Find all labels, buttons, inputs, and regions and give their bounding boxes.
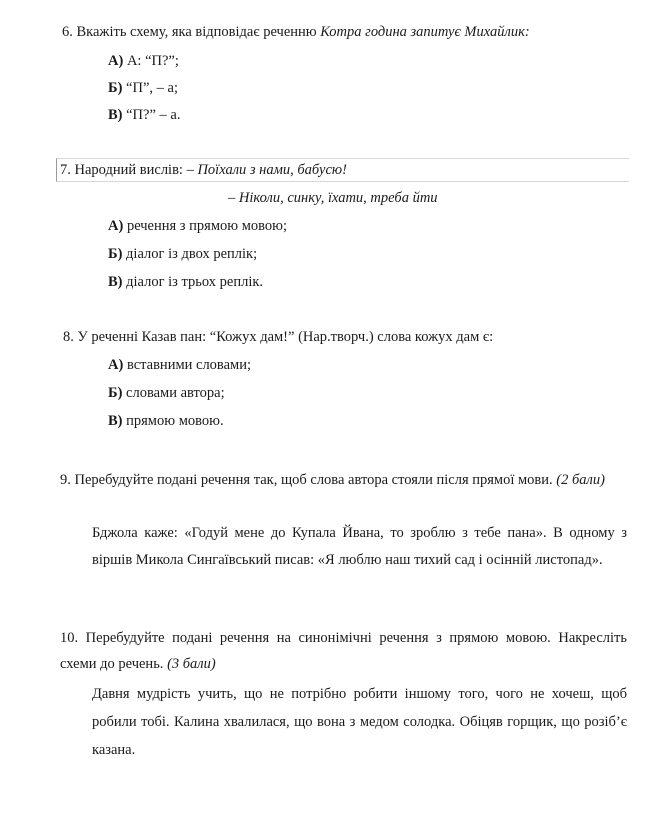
q7-lead: 7. Народний вислів: [60, 162, 187, 178]
q9-lead: 9. Перебудуйте подані речення так, щоб слова автора стояли після прямої мови. [60, 472, 557, 488]
q6-option-c-letter: В) [108, 107, 123, 123]
q8-prompt: 8. У реченні Казав пан: “Кожух дам!” (Нар.творч.) слова кожух дам є: [63, 329, 494, 345]
q8-option-b-text: словами автора; [122, 385, 225, 401]
q10-prompt [60, 625, 627, 677]
q10-points: (3 бали) [167, 656, 216, 672]
q7-option-a-letter: А) [108, 218, 124, 234]
q7-option-c-text: діалог із трьох реплік. [122, 274, 264, 290]
q7-line2: – Ніколи, синку, їхати, треба йти [228, 190, 438, 206]
q6-option-a-text: А: “П?”; [123, 53, 179, 69]
q8-option-b [108, 385, 225, 402]
q6-option-c [108, 107, 180, 124]
q7-option-c [108, 274, 263, 291]
q9-body: Бджола каже: «Годуй мене до Купала Йвана, то зроблю з тебе пана». В одному з віршів Микола Сингаївський писав: «Я люблю наш тихий сад і осінній листопад». [92, 525, 627, 568]
q8-option-c [108, 413, 224, 430]
q8-option-c-text: прямою мовою. [122, 413, 224, 429]
q9-prompt [60, 467, 627, 494]
q7-line1: – Поїхали з нами, бабусю! [186, 162, 347, 178]
q7-option-b-text: діалог із двох реплік; [122, 246, 258, 262]
q6-option-b-letter: Б) [108, 80, 123, 96]
q7-option-b [108, 246, 257, 263]
q6-option-a-letter: А) [108, 53, 124, 69]
q6-option-b [108, 80, 178, 97]
q10-lead: 10. Перебудуйте подані речення на синонімічні речення з прямою мовою. Накресліть схеми до речень. [60, 630, 627, 672]
q6-option-b-text: “П”, – а; [122, 80, 178, 96]
q6-prompt [62, 24, 530, 41]
q7-prompt [60, 162, 347, 179]
q6-quote: Котра година запитує Михайлик: [320, 24, 530, 40]
q7-option-b-letter: Б) [108, 246, 123, 262]
q10-body: Давня мудрість учить, що не потрібно робити іншому того, чого не хочеш, щоб робили тобі. Калина хвалилася, що вона з медом солодка. Обіцяв горщик, що розіб’є казана. [92, 686, 627, 758]
q7-option-c-letter: В) [108, 274, 123, 290]
q8-option-a-text: вставними словами; [123, 357, 251, 373]
q8-option-b-letter: Б) [108, 385, 123, 401]
q7-option-a [108, 218, 287, 235]
q8-option-a [108, 357, 251, 374]
q7-option-a-text: речення з прямою мовою; [123, 218, 288, 234]
q8-option-a-letter: А) [108, 357, 124, 373]
q8-option-c-letter: В) [108, 413, 123, 429]
q6-option-a [108, 53, 179, 70]
q9-points: (2 бали) [556, 472, 605, 488]
q6-option-c-text: “П?” – а. [122, 107, 181, 123]
q6-lead: 6. Вкажіть схему, яка відповідає реченню [62, 24, 321, 40]
